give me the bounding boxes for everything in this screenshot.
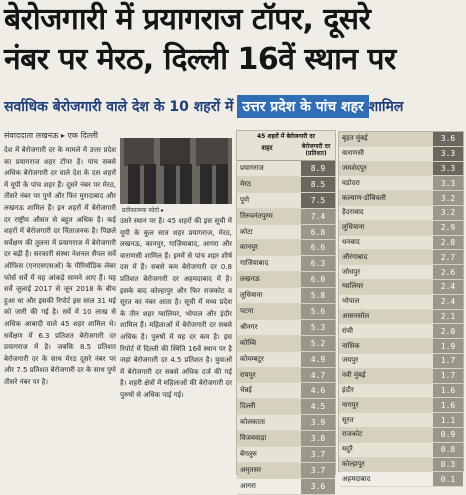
- table-row: [237, 177, 335, 193]
- row-rate: 6.0: [301, 272, 335, 287]
- row-city: कोयम्बटूर: [240, 354, 264, 363]
- table-row: [339, 295, 463, 310]
- row-rate: 2.1: [433, 310, 463, 324]
- row-city: धनबाद: [342, 237, 360, 246]
- row-city: पुणे: [240, 195, 250, 204]
- row-city: आसनसोल: [342, 311, 370, 320]
- table-row: [237, 272, 335, 288]
- row-rate: 5.8: [301, 288, 335, 303]
- row-rate: 3.6: [301, 479, 335, 494]
- table-row: [237, 320, 335, 336]
- photo-caption: प्रतीकात्मक फोटो ▸: [122, 207, 165, 214]
- table-row: [339, 428, 463, 443]
- row-city: जमशेदपुर: [342, 163, 367, 172]
- row-rate: 4.6: [301, 383, 335, 398]
- subheadline: [4, 93, 466, 119]
- row-rate: 0.1: [433, 472, 463, 486]
- row-city: राजकोट: [342, 430, 363, 439]
- table-row: [237, 288, 335, 304]
- table-row: [237, 256, 335, 272]
- row-city: लखनऊ: [240, 275, 260, 284]
- row-city: वाराणसी: [342, 149, 364, 158]
- row-rate: 3.2: [433, 206, 463, 220]
- row-rate: 3.3: [433, 162, 463, 176]
- row-city: पटना: [240, 306, 254, 315]
- headline-line-2: नंबर पर मेरठ, दिल्ली 16वें स्थान पर: [4, 42, 396, 77]
- table-row: [237, 352, 335, 368]
- row-city: प्रयागराज: [240, 163, 264, 172]
- row-city: बेंगलुरु: [240, 449, 257, 458]
- table-row: [339, 472, 463, 487]
- table-row: [339, 191, 463, 206]
- row-rate: 1.7: [433, 354, 463, 368]
- table-row: [339, 147, 463, 162]
- table-row: [237, 383, 335, 399]
- header-city: शहर: [261, 144, 273, 152]
- table-title: 45 शहरों में बेरोजगारी दर: [256, 133, 316, 140]
- table-row: [237, 225, 335, 241]
- byline: संवाददाता लखनऊ ▸ एक दिल्ली: [4, 131, 98, 140]
- row-city: कोल्हापुर: [342, 459, 365, 468]
- row-rate: 5.2: [301, 336, 335, 351]
- row-rate: 6.3: [301, 256, 335, 271]
- row-rate: 2.6: [433, 265, 463, 279]
- row-city: ग्वालियर: [342, 282, 364, 291]
- subheadline-text: सर्वाधिक बेरोजगारी वाले देश के 10 शहरों में: [4, 98, 234, 115]
- table-row: [237, 336, 335, 352]
- table-row: [339, 250, 463, 265]
- headline-line-1: बेरोजगारी में प्रयागराज टॉपर, दूसरे: [4, 2, 371, 37]
- table-row: [339, 324, 463, 339]
- row-rate: 6.8: [301, 225, 335, 240]
- table-row: [237, 161, 335, 177]
- row-city: लुधियाना: [342, 223, 365, 232]
- table-row: [339, 265, 463, 280]
- table-row: [339, 310, 463, 325]
- row-rate: 2.4: [433, 295, 463, 309]
- row-city: श्रीनगर: [240, 322, 258, 331]
- row-city: तिरुवनंतपुरम: [240, 211, 273, 220]
- row-rate: 7.4: [301, 209, 335, 224]
- row-rate: 4.9: [301, 352, 335, 367]
- table-row: [237, 193, 335, 209]
- row-city: मदुरै: [342, 445, 353, 454]
- row-city: गाजियाबाद: [240, 259, 269, 268]
- table-row: [339, 443, 463, 458]
- row-rate: 3.8: [301, 431, 335, 446]
- row-city: हैदराबाद: [342, 208, 364, 217]
- subheadline-tail: शामिल: [368, 98, 404, 115]
- table-row: [237, 415, 335, 431]
- table-row: [339, 413, 463, 428]
- row-city: अमृतसर: [240, 465, 262, 474]
- article-column-1: देश में बेरोजगारी दर के मामले में उत्तर प्रदेश का प्रयागराज शहर टॉपर है। पांच सबसे अधिक बेरोजगारी दर वाले देश के दस शहरों में यूपी के पांच शहर हैं। दूसरे नंबर पर मेरठ, तीसरे नंबर पर पुणे और फिर मुरादाबाद और लखनऊ शामिल हैं। इन शहरों में बेरोजगारी दर राष्ट्रीय औसत से बहुत अधिक है। कई शहरों में बेरोजगारी दर चिंताजनक है। पिछले सर्वेक्षण की तुलना में प्रयागराज में बेरोजगारी दर बढ़ी है। सरकारी संस्था नेशनल सैंपल सर्वे ऑफिस (एनएसएसओ) के पीरियॉडिक लेबर फोर्स सर्वे में यह आंकड़े सामने आए हैं। यह सर्वे जुलाई 2017 से जून 2018 के बीच हुआ था और इसकी रिपोर्ट इस साल 31 मई को जारी की गई है। सर्वे में 10 लाख से अधिक आबादी वाले 45 शहर शामिल थे। सर्वेक्षण में 6.3 प्रतिशत बेरोजगारी दर प्रयागराज में है। जबकि 8.5 प्रतिशत बेरोजगारी दर के साथ मेरठ दूसरे नंबर पर और 7.5 प्रतिशत बेरोजगारी दर के साथ पुणे तीसरे नंबर पर है।: [4, 146, 116, 386]
- row-rate: 3.3: [433, 147, 463, 161]
- row-city: कल्याण-डोंबिवली: [342, 193, 386, 202]
- table-row: [237, 399, 335, 415]
- row-city: कानपुर: [240, 243, 258, 252]
- row-rate: 2.8: [433, 236, 463, 250]
- row-rate: 8.9: [301, 161, 335, 176]
- unemployment-table-right: [338, 131, 464, 484]
- row-rate: 2.9: [433, 221, 463, 235]
- row-rate: 1.9: [433, 339, 463, 353]
- row-rate: 1.1: [433, 413, 463, 427]
- row-city: वडोदरा: [342, 178, 360, 187]
- table-body: [237, 161, 335, 495]
- table-row: [339, 162, 463, 177]
- table-row: [237, 209, 335, 225]
- article-photo: [120, 138, 232, 204]
- row-city: रायपुर: [240, 370, 256, 379]
- row-city: इंदौर: [342, 385, 354, 394]
- table-row: [339, 280, 463, 295]
- table-row: [237, 240, 335, 256]
- table-row: [237, 463, 335, 479]
- row-rate: 3.2: [433, 191, 463, 205]
- table-row: [339, 398, 463, 413]
- table-row: [237, 447, 335, 463]
- row-city: नागपुर: [342, 400, 359, 409]
- table-row: [339, 354, 463, 369]
- row-rate: 7.5: [301, 193, 335, 208]
- row-city: नवी मुंबई: [342, 371, 366, 380]
- row-city: रांची: [342, 326, 353, 335]
- row-rate: 2.0: [433, 324, 463, 338]
- row-city: कोच्चि: [240, 338, 257, 347]
- row-rate: 0.9: [433, 428, 463, 442]
- row-city: औरंगाबाद: [342, 252, 368, 261]
- row-city: लुधियाना: [240, 291, 263, 300]
- row-rate: 3.3: [433, 176, 463, 190]
- article-column-2: उसरे स्थान पर है। 45 शहरों की इस सूची में यूपी के कुल सात शहर प्रयागराज, मेरठ, लखनऊ, कानपुर, गाजियाबाद, आगरा और वाराणसी शामिल हैं। इनमें से पांच शहर शीर्ष दस में हैं। सबसे कम बेरोजगारी दर 0.8 प्रतिशत बेरोजगारी दर अहमदाबाद में है। इसके बाद कोल्हापुर और फिर राजकोट व सूरत का नंबर आता है। सूची में मध्य प्रदेश के तीन शहर ग्वालियर, भोपाल और इंदौर शामिल हैं। महिलाओं में बेरोजगारी दर सबसे अधिक है। पुरुषों में यह दर कम है। इस रिपोर्ट में दिल्ली की स्थिति 16वें स्थान पर है जहां बेरोजगारी दर 4.5 प्रतिशत है। युवाओं में बेरोजगारी दर सबसे अधिक दर्ज की गई है। शहरी क्षेत्रों में महिलाओं की बेरोजगारी दर पुरुषों से अधिक पाई गई।: [120, 217, 232, 399]
- table-header: [237, 143, 335, 161]
- row-rate: 1.6: [433, 398, 463, 412]
- table-row: [237, 304, 335, 320]
- row-city: कोलकाता: [240, 418, 265, 427]
- row-city: आगरा: [240, 481, 256, 490]
- row-city: चेन्नई: [240, 386, 252, 395]
- table-row: [339, 458, 463, 473]
- row-rate: 1.7: [433, 369, 463, 383]
- row-rate: 0.3: [433, 458, 463, 472]
- row-rate: 5.3: [301, 320, 335, 335]
- header-rate: बेरोजगारी दर (प्रतिशत): [301, 143, 331, 157]
- table-row: [339, 176, 463, 191]
- row-rate: 4.5: [301, 399, 335, 414]
- table-row: [339, 236, 463, 251]
- row-city: अहमदाबाद: [342, 474, 371, 483]
- row-city: कोटा: [240, 227, 253, 236]
- row-rate: 2.4: [433, 280, 463, 294]
- row-rate: 8.5: [301, 177, 335, 192]
- table-row: [339, 132, 463, 147]
- table-body: [339, 132, 463, 487]
- row-city: भोपाल: [342, 297, 360, 306]
- row-city: नासिक: [342, 341, 360, 350]
- table-row: [339, 221, 463, 236]
- subheadline-highlight: उत्तर प्रदेश के पांच शहर: [237, 95, 368, 118]
- row-city: बृहत मुंबई: [342, 134, 368, 143]
- table-row: [339, 339, 463, 354]
- row-rate: 0.8: [433, 443, 463, 457]
- row-rate: 3.7: [301, 463, 335, 478]
- row-rate: 2.7: [433, 250, 463, 264]
- table-row: [237, 368, 335, 384]
- row-city: मेरठ: [240, 179, 252, 188]
- row-rate: 3.9: [301, 415, 335, 430]
- table-row: [339, 206, 463, 221]
- unemployment-table-left: [236, 130, 336, 491]
- row-rate: 1.6: [433, 384, 463, 398]
- row-city: विजयवाड़ा: [240, 434, 267, 443]
- row-city: दिल्ली: [240, 402, 256, 411]
- row-city: जयपुर: [342, 356, 359, 365]
- row-rate: 3.6: [433, 132, 463, 146]
- row-rate: 4.7: [301, 368, 335, 383]
- row-rate: 3.7: [301, 447, 335, 462]
- table-row: [237, 479, 335, 495]
- table-row: [237, 431, 335, 447]
- row-city: जोधपुर: [342, 267, 361, 276]
- row-city: सूरत: [342, 415, 354, 424]
- table-row: [339, 384, 463, 399]
- table-row: [339, 369, 463, 384]
- row-rate: 6.6: [301, 240, 335, 255]
- row-rate: 5.6: [301, 304, 335, 319]
